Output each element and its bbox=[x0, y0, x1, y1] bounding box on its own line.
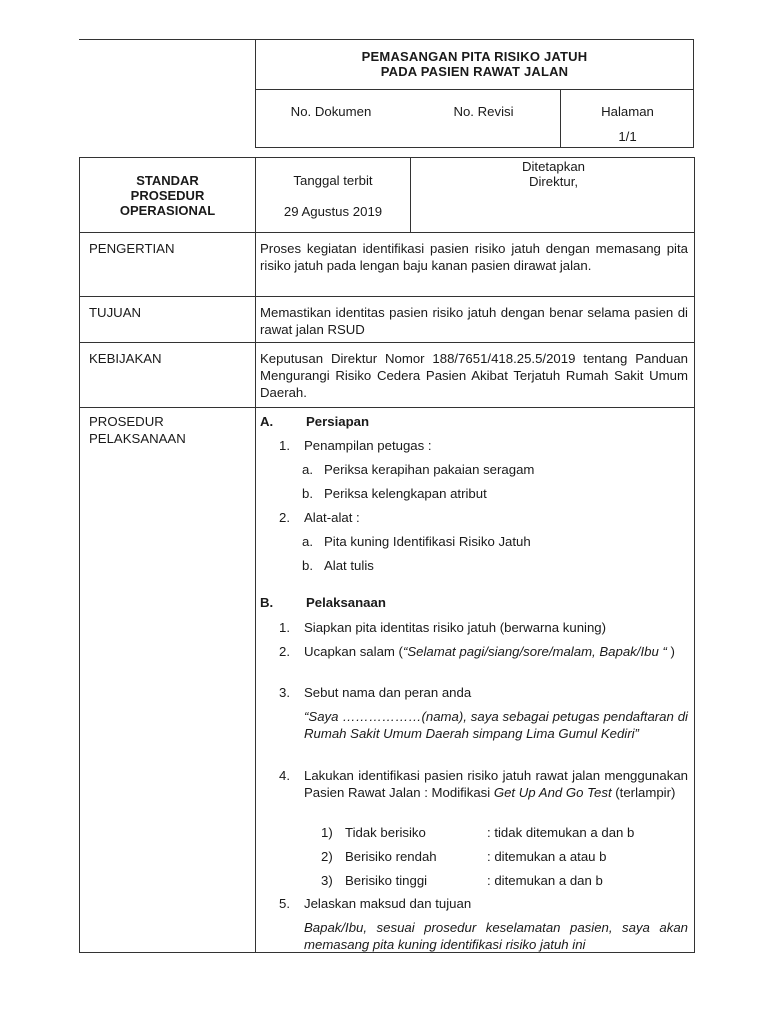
text-run-italic: “Selamat pagi/siang/sore/malam, Bapak/Ibu “ bbox=[402, 644, 667, 659]
list-item: Siapkan pita identitas risiko jatuh (berwarna kuning) bbox=[304, 620, 607, 635]
text-run: Ucapkan salam ( bbox=[304, 644, 403, 659]
document-title bbox=[255, 49, 694, 79]
list-number: 4. bbox=[279, 768, 290, 783]
direktur-label: Direktur, bbox=[528, 174, 579, 189]
list-number: 1. bbox=[279, 620, 290, 635]
list-item: Periksa kelengkapan atribut bbox=[324, 486, 487, 501]
divider bbox=[80, 407, 694, 408]
prosedur-label bbox=[89, 413, 186, 447]
list-letter: b. bbox=[302, 558, 313, 573]
pengertian-text: Proses kegiatan identifikasi pasien risiko jatuh dengan memasang pita risiko jatuh pada lengan baju kanan pasien dirawat jalan. bbox=[260, 241, 688, 273]
list-number: 2. bbox=[279, 644, 290, 659]
risk-label: Berisiko tinggi bbox=[345, 873, 428, 888]
no-revisi-label: No. Revisi bbox=[453, 104, 514, 119]
list-item: Jelaskan maksud dan tujuan bbox=[304, 896, 472, 911]
document-header-table bbox=[79, 39, 694, 148]
risk-label: Tidak berisiko bbox=[345, 825, 426, 840]
section-a-marker: A. bbox=[260, 414, 274, 429]
text-run: Lakukan identifikasi pasien risiko jatuh rawat jalan menggunakan Pasien Rawat Jalan : Modifikasi bbox=[304, 768, 688, 800]
section-b-marker: B. bbox=[260, 595, 274, 610]
sop-table bbox=[79, 157, 695, 953]
divider bbox=[255, 89, 694, 90]
list-number: 5. bbox=[279, 896, 290, 911]
tujuan-text: Memastikan identitas pasien risiko jatuh dengan benar selama pasien di rawat jalan RSUD bbox=[260, 305, 688, 337]
text-run-italic: Get Up And Go Test bbox=[493, 785, 612, 800]
ditetapkan-label: Ditetapkan bbox=[521, 159, 586, 174]
list-item: Pita kuning Identifikasi Risiko Jatuh bbox=[324, 534, 531, 549]
list-letter: a. bbox=[302, 462, 313, 477]
title-line-1: PEMASANGAN PITA RISIKO JATUH bbox=[361, 49, 588, 64]
divider bbox=[255, 147, 694, 148]
list-number: 3. bbox=[279, 685, 290, 700]
list-number: 2. bbox=[279, 510, 290, 525]
risk-value: : tidak ditemukan a dan b bbox=[487, 825, 635, 840]
title-line-2: PADA PASIEN RAWAT JALAN bbox=[380, 64, 569, 79]
pengertian-label: PENGERTIAN bbox=[89, 241, 175, 256]
divider bbox=[80, 296, 694, 297]
sop-label-line: STANDAR bbox=[136, 173, 199, 188]
sop-label-line: PROSEDUR bbox=[130, 188, 205, 203]
no-dokumen-label: No. Dokumen bbox=[290, 104, 372, 119]
text-run: ) bbox=[666, 644, 675, 659]
quote-text: “Saya ………………(nama), saya sebagai petugas pendaftaran di Rumah Sakit Umum Daerah simpang Lima Gumul Kediri” bbox=[304, 709, 688, 741]
list-item: Periksa kerapihan pakaian seragam bbox=[324, 462, 535, 477]
prosedur-label-line: PELAKSANAAN bbox=[89, 431, 186, 446]
list-item: Penampilan petugas : bbox=[304, 438, 432, 453]
list-number: 1. bbox=[279, 438, 290, 453]
halaman-value: 1/1 bbox=[618, 129, 637, 144]
risk-label: Berisiko rendah bbox=[345, 849, 437, 864]
halaman-label: Halaman bbox=[601, 104, 654, 119]
divider bbox=[80, 342, 694, 343]
sop-label-line: OPERASIONAL bbox=[119, 203, 216, 218]
list-item: Alat-alat : bbox=[304, 510, 360, 525]
list-item bbox=[304, 767, 688, 801]
kebijakan-label: KEBIJAKAN bbox=[89, 351, 162, 366]
risk-value: : ditemukan a atau b bbox=[487, 849, 607, 864]
divider bbox=[255, 158, 256, 952]
risk-value: : ditemukan a dan b bbox=[487, 873, 603, 888]
list-item: Alat tulis bbox=[324, 558, 374, 573]
section-b-title: Pelaksanaan bbox=[306, 595, 386, 610]
tanggal-terbit-label: Tanggal terbit bbox=[293, 173, 373, 188]
tanggal-terbit-value: 29 Agustus 2019 bbox=[283, 204, 383, 219]
tujuan-label: TUJUAN bbox=[89, 305, 142, 320]
list-number: 3) bbox=[321, 873, 333, 888]
section-a-title: Persiapan bbox=[306, 414, 370, 429]
list-number: 1) bbox=[321, 825, 333, 840]
divider bbox=[80, 232, 694, 233]
kebijakan-text: Keputusan Direktur Nomor 188/7651/418.25.5/2019 tentang Panduan Mengurangi Risiko Cedera Pasien Akibat Terjatuh Rumah Sakit Umum Daerah. bbox=[260, 351, 688, 400]
list-number: 2) bbox=[321, 849, 333, 864]
list-item: Sebut nama dan peran anda bbox=[304, 685, 472, 700]
sop-label bbox=[80, 173, 255, 218]
quote-text: Bapak/Ibu, sesuai prosedur keselamatan pasien, saya akan memasang pita kuning identifikasi risiko jatuh ini bbox=[304, 920, 688, 952]
list-letter: b. bbox=[302, 486, 313, 501]
list-item bbox=[304, 643, 688, 660]
text-run: (terlampir) bbox=[611, 785, 676, 800]
list-letter: a. bbox=[302, 534, 313, 549]
prosedur-label-line: PROSEDUR bbox=[89, 414, 164, 429]
